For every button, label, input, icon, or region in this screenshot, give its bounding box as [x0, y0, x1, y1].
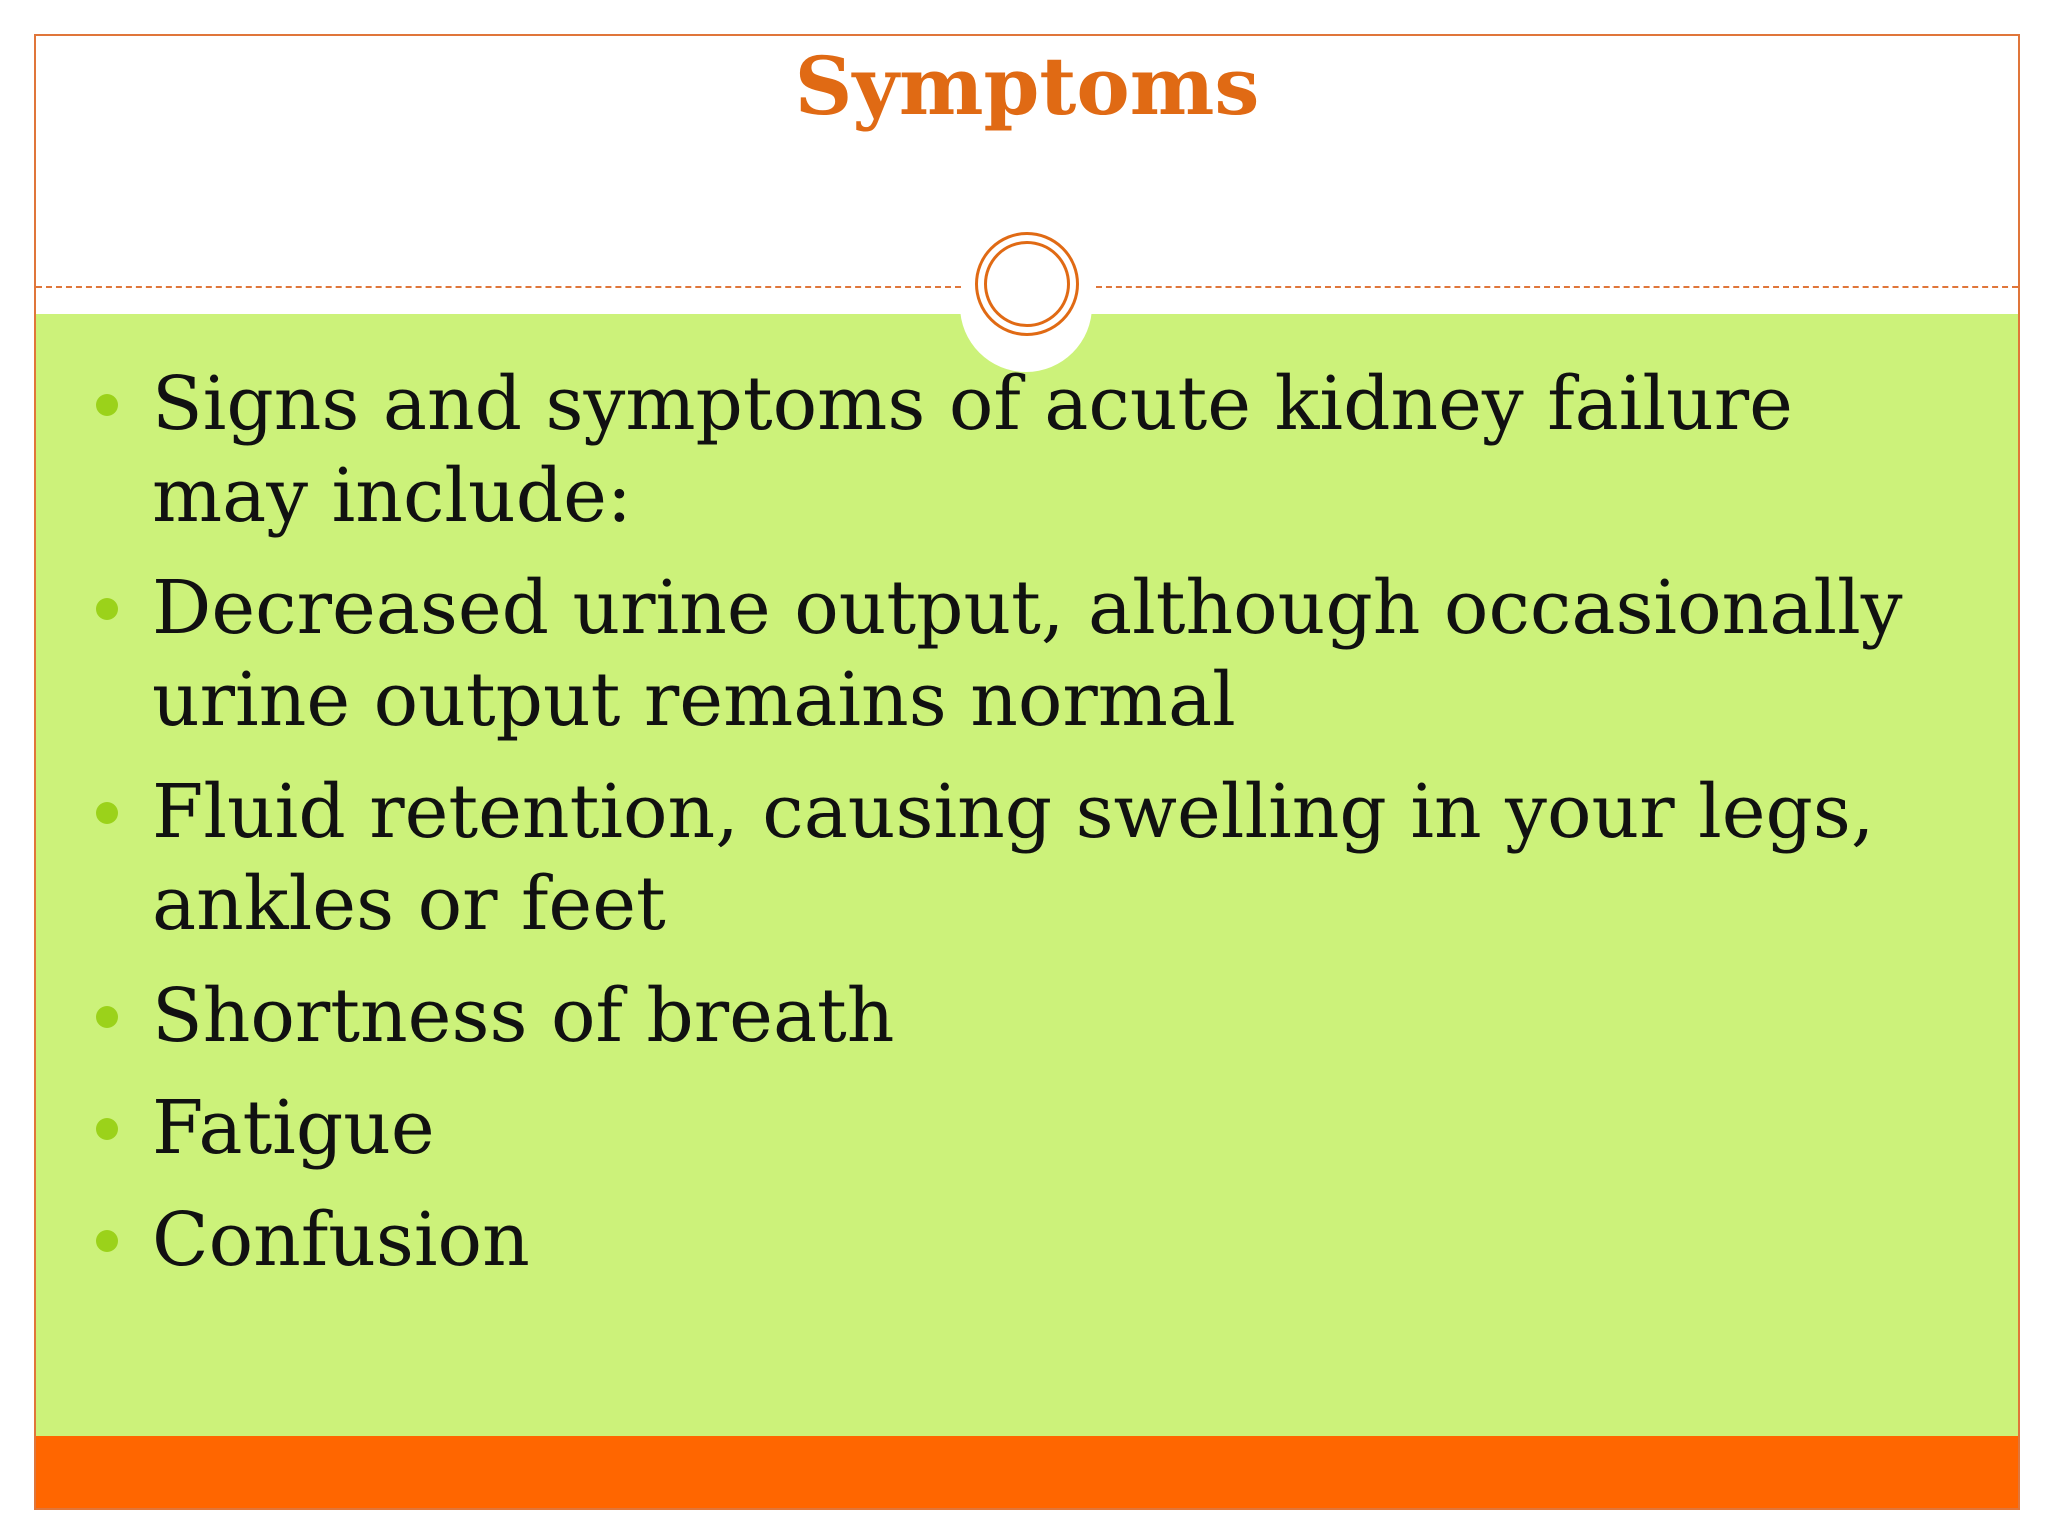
- slide-title: Symptoms: [794, 39, 1260, 133]
- slide: [34, 34, 2020, 1510]
- list-item: [36, 562, 1996, 746]
- list-item: [36, 358, 1996, 542]
- title-divider-right: [1096, 286, 2018, 288]
- bullet-text: Confusion: [152, 1197, 530, 1283]
- title-divider-left: [36, 286, 961, 288]
- list-item: [36, 766, 1996, 950]
- list-item: [36, 1082, 1996, 1174]
- bullet-text: Signs and symptoms of acute kidney failure may include:: [152, 361, 1793, 539]
- footer-bar: [36, 1436, 2018, 1508]
- list-item: [36, 1194, 1996, 1286]
- bullet-text: Shortness of breath: [152, 973, 895, 1059]
- bullet-dot-icon: [96, 1230, 118, 1252]
- bullet-text: Fluid retention, causing swelling in your legs, ankles or feet: [152, 769, 1875, 947]
- inner-ring: [984, 241, 1070, 327]
- bullet-dot-icon: [96, 598, 118, 620]
- double-ring-icon: [975, 232, 1079, 336]
- bullet-list: [36, 358, 1996, 1306]
- bullet-text: Decreased urine output, although occasionally urine output remains normal: [152, 565, 1903, 743]
- bullet-dot-icon: [96, 1118, 118, 1140]
- bullet-dot-icon: [96, 802, 118, 824]
- bullet-text: Fatigue: [152, 1085, 435, 1171]
- list-item: [36, 970, 1996, 1062]
- bullet-dot-icon: [96, 1006, 118, 1028]
- bullet-dot-icon: [96, 394, 118, 416]
